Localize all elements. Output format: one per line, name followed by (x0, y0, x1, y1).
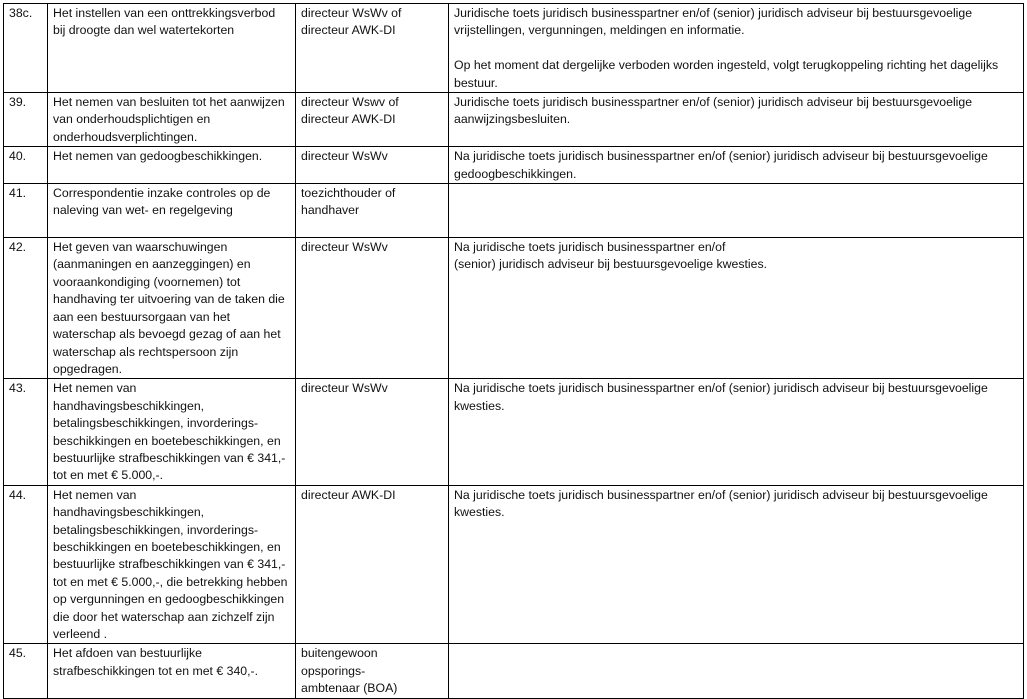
action-description: Het nemen van handhavingsbeschikkingen, betalingsbeschikkingen, invorderings- beschikkingen en boetebeschikkingen, en bestuurlijke strafbeschikkingen van € 341,- tot en met € 5.000,-, die betrekking hebben op vergunningen en gedoogbeschikkingen die door het waterschap aan zichzelf zijn verleend . (48, 485, 296, 644)
table-row (4, 147, 1024, 184)
table-row (4, 93, 1024, 147)
conditions: Na juridische toets juridisch businesspartner en/of (senior) juridisch adviseur bij bestuursgevoelige kwesties. (449, 485, 1024, 644)
row-number: 45. (4, 644, 48, 698)
conditions: Na juridische toets juridisch businesspartner en/of (senior) juridisch adviseur bij bestuursgevoelige kwesties. (449, 238, 1024, 379)
mandate-holder: directeur WsWv (296, 147, 449, 184)
action-description: Het instellen van een onttrekkingsverbod bij droogte dan wel watertekorten (48, 4, 296, 93)
table-row (4, 379, 1024, 485)
conditions (449, 184, 1024, 238)
mandate-holder: buitengewoon opsporings- ambtenaar (BOA) (296, 644, 449, 698)
mandate-holder: directeur AWK-DI (296, 485, 449, 644)
action-description: Correspondentie inzake controles op de naleving van wet- en regelgeving (48, 184, 296, 238)
action-description: Het nemen van besluiten tot het aanwijzen van onderhoudsplichtigen en onderhoudsverplichtingen. (48, 93, 296, 147)
row-number: 42. (4, 238, 48, 379)
action-description: Het afdoen van bestuurlijke strafbeschikkingen tot en met € 340,-. (48, 644, 296, 698)
row-number: 38c. (4, 4, 48, 93)
conditions: Juridische toets juridisch businesspartner en/of (senior) juridisch adviseur bij bestuursgevoelige aanwijzingsbesluiten. (449, 93, 1024, 147)
conditions (449, 644, 1024, 698)
table-row (4, 644, 1024, 698)
table-row (4, 4, 1024, 93)
table-row (4, 184, 1024, 238)
mandate-holder: toezichthouder of handhaver (296, 184, 449, 238)
table-row (4, 238, 1024, 379)
row-number: 44. (4, 485, 48, 644)
table-row (4, 485, 1024, 644)
conditions: Juridische toets juridisch businesspartner en/of (senior) juridisch adviseur bij bestuursgevoelige vrijstellingen, vergunningen, meldingen en informatie. Op het moment dat dergelijke verboden worden ingesteld, volgt terugkoppeling richting het dagelijks bestuur. (449, 4, 1024, 93)
mandate-holder: directeur WsWv (296, 379, 449, 485)
action-description: Het nemen van gedoogbeschikkingen. (48, 147, 296, 184)
mandate-holder: directeur WsWv (296, 238, 449, 379)
action-description: Het geven van waarschuwingen (aanmaningen en aanzeggingen) en vooraankondiging (voornemen) tot handhaving ter uitvoering van de taken die aan een bestuursorgaan van het waterschap als bevoegd gezag of aan het waterschap als rechtspersoon zijn opgedragen. (48, 238, 296, 379)
row-number: 41. (4, 184, 48, 238)
row-number: 39. (4, 93, 48, 147)
conditions: Na juridische toets juridisch businesspartner en/of (senior) juridisch adviseur bij bestuursgevoelige gedoogbeschikkingen. (449, 147, 1024, 184)
mandate-table (3, 3, 1024, 699)
mandate-holder: directeur Wswv of directeur AWK-DI (296, 93, 449, 147)
conditions: Na juridische toets juridisch businesspartner en/of (senior) juridisch adviseur bij bestuursgevoelige kwesties. (449, 379, 1024, 485)
mandate-holder: directeur WsWv of directeur AWK-DI (296, 4, 449, 93)
action-description: Het nemen van handhavingsbeschikkingen, betalingsbeschikkingen, invorderings- beschikkingen en boetebeschikkingen, en bestuurlijke strafbeschikkingen van € 341,- tot en met € 5.000,-. (48, 379, 296, 485)
row-number: 40. (4, 147, 48, 184)
row-number: 43. (4, 379, 48, 485)
